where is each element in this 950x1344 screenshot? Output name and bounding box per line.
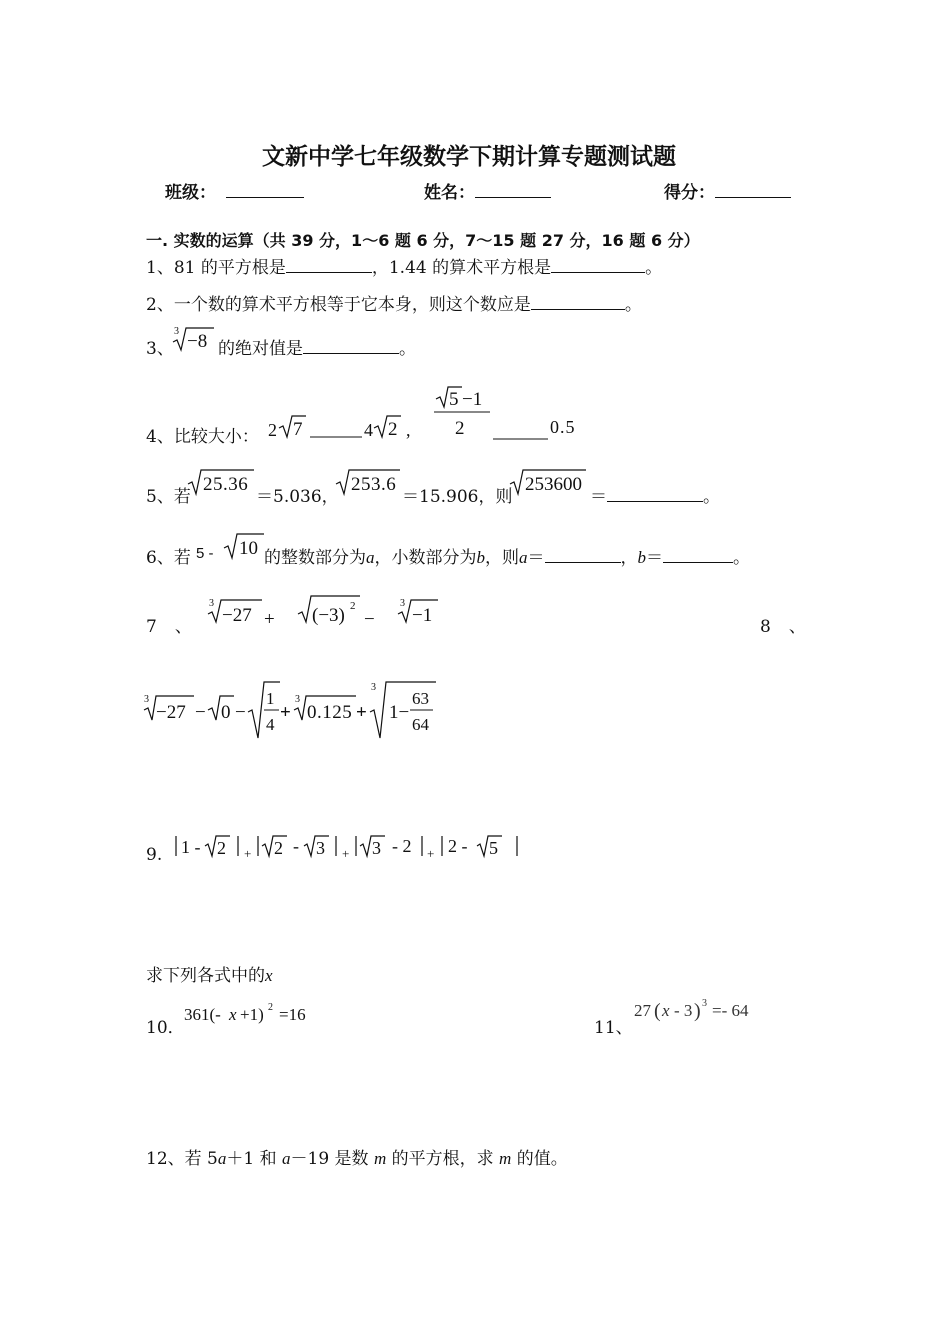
question-3-num: 3、 xyxy=(146,339,174,359)
svg-text:253600: 253600 xyxy=(525,474,582,495)
q6-var-a2: a xyxy=(519,548,528,567)
score-label: 得分： xyxy=(664,183,715,203)
q2-text-c: 。 xyxy=(624,295,642,315)
q12-var-m: m xyxy=(373,1149,387,1168)
q9-expression xyxy=(172,830,532,866)
svg-text:1−: 1− xyxy=(389,702,410,723)
q5-eq: ＝ xyxy=(590,487,607,507)
q8-expression xyxy=(140,678,450,742)
svg-text:4: 4 xyxy=(364,420,373,440)
q12-text-b: ＋1 和 xyxy=(226,1149,277,1169)
class-blank[interactable] xyxy=(226,183,304,198)
svg-text:4: 4 xyxy=(266,715,275,734)
q12-var-a2: a xyxy=(282,1149,291,1168)
question-1 xyxy=(146,253,662,278)
svg-text:−: − xyxy=(235,702,246,723)
svg-text:- 3: - 3 xyxy=(674,1001,693,1020)
svg-text:27: 27 xyxy=(634,1001,651,1020)
svg-text:−1: −1 xyxy=(462,389,483,410)
page-title: 文新中学七年级数学下期计算专题测试题 xyxy=(262,144,676,170)
question-6-label: 6、若 xyxy=(146,548,191,568)
svg-text:(−3): (−3) xyxy=(312,605,345,626)
svg-text:1: 1 xyxy=(266,689,275,708)
svg-text:−27: −27 xyxy=(222,605,252,626)
q7-number: 7 xyxy=(146,617,157,637)
class-field xyxy=(165,178,304,203)
svg-text:2: 2 xyxy=(268,420,277,440)
svg-text:x: x xyxy=(229,1005,237,1024)
q5-end: 。 xyxy=(703,487,720,507)
question-7-num xyxy=(146,612,192,637)
svg-text:- 2: - 2 xyxy=(392,836,412,856)
q5-root-1 xyxy=(186,466,256,498)
q11-expression xyxy=(632,994,772,1028)
q4-compare-expr xyxy=(266,408,426,442)
question-5-label: 5、若 xyxy=(146,487,191,507)
question-8-num xyxy=(760,612,806,637)
svg-text:2 -: 2 - xyxy=(448,836,468,856)
question-10-num: 10． xyxy=(146,1018,185,1038)
section2-var: x xyxy=(265,966,273,985)
svg-text:=- 64: =- 64 xyxy=(712,1001,749,1020)
svg-text:7: 7 xyxy=(293,419,303,440)
section-heading-1: 一. 实数的运算（共 39 分，1～6 题 6 分，7～15 题 27 分，16 题 6 分） xyxy=(146,231,700,250)
svg-text:+: + xyxy=(244,846,252,861)
svg-text:+: + xyxy=(427,846,435,861)
q6-text-d: ，则 xyxy=(485,548,519,568)
q5-blank[interactable] xyxy=(607,487,703,502)
q10-expression xyxy=(182,998,342,1032)
q5-answer xyxy=(590,482,720,507)
svg-text:−: − xyxy=(195,702,206,723)
svg-text:253.6: 253.6 xyxy=(351,474,397,495)
svg-text:3: 3 xyxy=(371,682,376,693)
q3-blank[interactable] xyxy=(303,339,399,354)
q5-root-3 xyxy=(508,466,588,498)
svg-text:3: 3 xyxy=(702,998,707,1009)
q1-text-a: 1、81 的平方根是 xyxy=(146,258,286,278)
svg-text:3: 3 xyxy=(144,694,149,705)
question-4-label: 4、比较大小： xyxy=(146,427,259,447)
svg-text:63: 63 xyxy=(412,689,429,708)
q12-var-a: a xyxy=(217,1149,227,1168)
svg-text:1 -: 1 - xyxy=(181,837,201,857)
svg-text:2: 2 xyxy=(455,418,465,439)
question-12 xyxy=(146,1144,568,1169)
q1-blank-1[interactable] xyxy=(286,258,372,273)
svg-text:3: 3 xyxy=(400,598,405,609)
q5-value-1: ＝5.036， xyxy=(256,487,339,507)
q6-root xyxy=(222,530,266,562)
svg-text:x: x xyxy=(662,1001,670,1020)
svg-text:3: 3 xyxy=(316,838,325,858)
name-blank[interactable] xyxy=(475,183,551,198)
svg-text:-: - xyxy=(293,836,299,856)
q4-fraction-expr xyxy=(430,383,590,445)
svg-text:2: 2 xyxy=(274,838,283,858)
svg-text:(: ( xyxy=(654,1000,661,1022)
q3-text-b: 的绝对值是 xyxy=(218,339,303,359)
q6-blank-b[interactable] xyxy=(663,548,733,563)
q12-text-c: －19 是数 xyxy=(290,1149,369,1169)
q7-expression xyxy=(204,590,454,632)
q5-value-2: ＝15.906，则 xyxy=(402,487,513,507)
name-field xyxy=(424,178,551,203)
q12-text-e: 的值。 xyxy=(511,1149,568,1169)
score-blank[interactable] xyxy=(715,183,791,198)
svg-text:3: 3 xyxy=(209,598,214,609)
svg-text:0.125: 0.125 xyxy=(307,702,353,723)
svg-text:3: 3 xyxy=(174,326,179,337)
q6-var-b: b xyxy=(476,548,485,567)
svg-text:−27: −27 xyxy=(156,702,186,723)
svg-text:−8: −8 xyxy=(187,331,208,352)
q6-end: 。 xyxy=(733,548,750,568)
score-field xyxy=(664,178,791,203)
svg-text:+1): +1) xyxy=(240,1005,264,1024)
svg-text:=16: =16 xyxy=(279,1005,306,1024)
svg-text:−1: −1 xyxy=(412,605,433,626)
q6-text-b: 的整数部分为 xyxy=(264,548,366,568)
question-6-rest xyxy=(264,543,750,568)
svg-text:+: + xyxy=(342,846,350,861)
q6-var-b2: b xyxy=(637,548,646,567)
q3-cube-root-expr xyxy=(170,322,220,354)
svg-text:2: 2 xyxy=(388,419,398,440)
svg-text:+: + xyxy=(264,609,275,630)
svg-text:361(-: 361(- xyxy=(184,1005,221,1024)
q2-text-a: 2、一个数的算术平方根等于它本身，则这个数应是 xyxy=(146,295,531,315)
svg-text:2: 2 xyxy=(217,838,226,858)
svg-text:64: 64 xyxy=(412,715,429,734)
q6-blank-a[interactable] xyxy=(545,548,621,563)
svg-text:+: + xyxy=(280,702,291,723)
svg-text:+: + xyxy=(356,702,367,723)
svg-text:0.5: 0.5 xyxy=(550,417,576,437)
class-label: 班级： xyxy=(165,183,216,203)
q12-var-m2: m xyxy=(499,1149,512,1168)
question-11-num: 11、 xyxy=(594,1018,633,1038)
question-2 xyxy=(146,290,642,315)
q2-blank[interactable] xyxy=(531,295,625,310)
q6-prefix: 5 - xyxy=(196,545,214,562)
q1-text-b: ，1.44 的算术平方根是 xyxy=(371,258,552,278)
section2-text: 求下列各式中的 xyxy=(146,966,265,986)
q6-text-c: ，小数部分为 xyxy=(374,548,477,568)
q12-text-d: 的平方根，求 xyxy=(386,1149,494,1169)
q6-eq-1: ＝ xyxy=(527,548,545,568)
svg-text:): ) xyxy=(694,1000,701,1022)
svg-text:2: 2 xyxy=(350,600,356,612)
svg-text:0: 0 xyxy=(221,702,231,723)
q7-sep: 、 xyxy=(174,617,192,637)
svg-text:5: 5 xyxy=(489,838,498,858)
section-heading-2 xyxy=(146,961,273,986)
q6-sep: ， xyxy=(620,548,638,568)
q12-text-a: 12、若 5 xyxy=(146,1149,218,1169)
svg-text:3: 3 xyxy=(295,694,300,705)
q1-text-c: 。 xyxy=(645,258,663,278)
q6-var-a: a xyxy=(366,548,375,567)
q8-number: 8 xyxy=(760,617,771,637)
name-label: 姓名： xyxy=(424,183,475,203)
q8-sep: 、 xyxy=(788,617,806,637)
svg-text:2: 2 xyxy=(268,1002,273,1013)
q1-blank-2[interactable] xyxy=(551,258,645,273)
svg-text:5: 5 xyxy=(449,389,459,410)
svg-text:−: − xyxy=(364,609,375,630)
question-9-num: 9. xyxy=(146,845,163,865)
svg-text:25.36: 25.36 xyxy=(203,474,249,495)
q6-eq-2: ＝ xyxy=(646,548,663,568)
question-3-rest xyxy=(218,334,416,359)
q3-text-c: 。 xyxy=(399,339,416,359)
svg-text:,: , xyxy=(406,420,411,440)
svg-text:10: 10 xyxy=(239,538,258,559)
svg-text:3: 3 xyxy=(372,838,381,858)
q5-root-2 xyxy=(334,466,402,498)
